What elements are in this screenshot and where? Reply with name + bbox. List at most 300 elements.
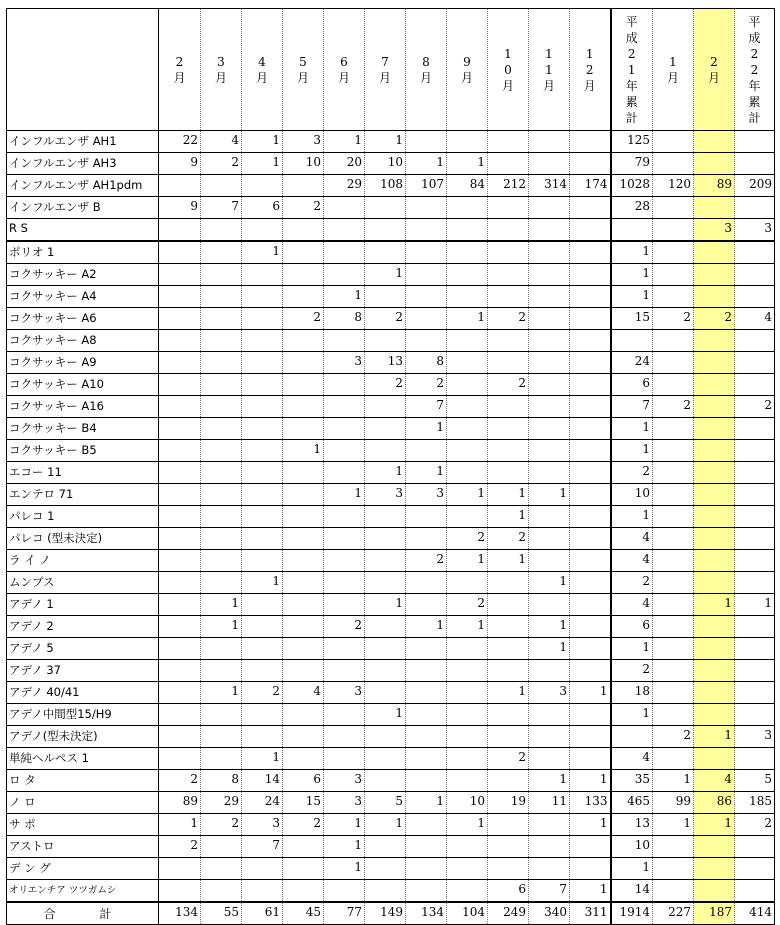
count-cell [242,286,283,308]
count-cell [529,374,570,396]
count-cell [447,352,488,374]
count-cell: 3 [324,770,365,792]
count-cell [529,550,570,572]
column-header [488,9,529,131]
count-cell [406,572,447,594]
column-header [447,9,488,131]
count-cell [488,616,529,638]
column-header-label: 平成21年累計 [625,14,638,125]
count-cell [242,484,283,506]
count-cell [159,175,201,197]
pathogen-name: ムンプス [7,572,159,594]
count-cell [653,836,694,858]
count-cell: 120 [653,175,694,197]
table-row [7,131,775,153]
count-cell [694,131,735,153]
column-header-label: 4月 [255,54,268,85]
count-cell: 3 [694,219,735,242]
count-cell [653,264,694,286]
count-cell: 1 [283,440,324,462]
count-cell [324,219,365,242]
count-cell [283,484,324,506]
count-cell [159,638,201,660]
count-cell [488,836,529,858]
count-cell: 1 [488,506,529,528]
count-cell: 4 [611,594,653,616]
table-row [7,792,775,814]
count-cell: 1 [242,572,283,594]
count-cell [242,704,283,726]
count-cell [242,352,283,374]
count-cell: 1 [488,484,529,506]
count-cell [159,330,201,352]
count-cell: 9 [159,153,201,175]
count-cell [488,572,529,594]
count-cell: 20 [324,153,365,175]
count-cell [406,748,447,770]
count-cell [283,748,324,770]
table-row [7,836,775,858]
pathogen-name: アデノ 40/41 [7,682,159,704]
count-cell [529,660,570,682]
count-cell [447,219,488,242]
count-cell: 11 [529,792,570,814]
count-cell [488,396,529,418]
count-cell [283,638,324,660]
count-cell: 1 [611,638,653,660]
count-cell [488,594,529,616]
count-cell [570,131,611,153]
count-cell [570,462,611,484]
table-row [7,638,775,660]
count-cell [201,638,242,660]
count-cell [406,880,447,903]
count-cell [694,462,735,484]
count-cell [324,638,365,660]
pathogen-name: コクサッキー A6 [7,308,159,330]
count-cell [735,131,775,153]
count-cell: 2 [406,374,447,396]
count-cell [653,131,694,153]
count-cell [694,748,735,770]
table-row [7,418,775,440]
count-cell: 1 [488,682,529,704]
count-cell [653,440,694,462]
pathogen-name: エコー 11 [7,462,159,484]
count-cell: 1 [406,418,447,440]
count-cell [735,286,775,308]
count-cell [529,352,570,374]
count-cell: 1 [611,506,653,528]
count-cell [570,484,611,506]
count-cell [735,374,775,396]
count-cell: 84 [447,175,488,197]
count-cell [529,726,570,748]
count-cell [653,462,694,484]
count-cell: 2 [159,836,201,858]
count-cell [242,616,283,638]
count-cell [653,506,694,528]
pathogen-name: ラ イ ノ [7,550,159,572]
count-cell [201,440,242,462]
count-cell [694,638,735,660]
count-cell: 3 [242,814,283,836]
count-cell: 1 [201,616,242,638]
count-cell [570,594,611,616]
count-cell [694,506,735,528]
column-header-label: 6月 [337,54,350,85]
count-cell [735,241,775,264]
count-cell [159,462,201,484]
count-cell [283,594,324,616]
count-cell [242,219,283,242]
count-cell: 1 [447,616,488,638]
count-cell: 6 [488,880,529,903]
count-cell: 1028 [611,175,653,197]
count-cell: 212 [488,175,529,197]
table-row [7,726,775,748]
count-cell [570,374,611,396]
table-row [7,219,775,242]
count-cell [242,418,283,440]
column-header [201,9,242,131]
count-cell [488,462,529,484]
count-cell [735,836,775,858]
count-cell [735,330,775,352]
count-cell [447,396,488,418]
count-cell [735,528,775,550]
count-cell [159,682,201,704]
count-cell [283,506,324,528]
count-cell [735,264,775,286]
count-cell [242,462,283,484]
count-cell [324,704,365,726]
count-cell: 1 [324,484,365,506]
count-cell: 1 [406,153,447,175]
count-cell: 6 [242,197,283,219]
count-cell [529,462,570,484]
count-cell [653,594,694,616]
count-cell: 1 [324,814,365,836]
count-cell [159,264,201,286]
count-cell [201,880,242,903]
pathogen-name: パレコ 1 [7,506,159,528]
count-cell [447,704,488,726]
column-header [611,9,653,131]
count-cell [653,286,694,308]
count-cell: 134 [406,902,447,925]
count-cell [324,880,365,903]
count-cell: 3 [529,682,570,704]
table-row [7,153,775,175]
count-cell [529,153,570,175]
count-cell [653,418,694,440]
count-cell [159,572,201,594]
count-cell [159,484,201,506]
count-cell: 2 [283,814,324,836]
count-cell: 1 [570,880,611,903]
pathogen-name: コクサッキー B5 [7,440,159,462]
count-cell [324,396,365,418]
count-cell [365,638,406,660]
count-cell [653,374,694,396]
header-row [7,9,775,131]
column-header-label: 2月 [707,54,720,85]
count-cell: 2 [283,308,324,330]
table-row [7,484,775,506]
count-cell [365,440,406,462]
count-cell: 1 [324,858,365,880]
count-cell: 108 [365,175,406,197]
count-cell: 2 [653,396,694,418]
count-cell [570,660,611,682]
count-cell [324,572,365,594]
count-cell: 314 [529,175,570,197]
count-cell [201,219,242,242]
pathogen-name: R S [7,219,159,242]
count-cell [242,638,283,660]
count-cell [529,440,570,462]
count-cell [283,374,324,396]
count-cell [159,241,201,264]
column-header [283,9,324,131]
count-cell [159,748,201,770]
count-cell [488,330,529,352]
count-cell: 8 [406,352,447,374]
count-cell [283,550,324,572]
count-cell [159,506,201,528]
pathogen-name: インフルエンザ AH1 [7,131,159,153]
count-cell [406,814,447,836]
pathogen-name: アデノ 2 [7,616,159,638]
count-cell: 3 [735,726,775,748]
count-cell: 1 [447,153,488,175]
count-cell [283,330,324,352]
count-cell [694,197,735,219]
table-row [7,660,775,682]
count-cell [570,330,611,352]
count-cell [694,836,735,858]
column-header [324,9,365,131]
table-row [7,814,775,836]
count-cell: 2 [488,308,529,330]
count-cell [283,462,324,484]
pathogen-name: パレコ (型未決定) [7,528,159,550]
pathogen-name: アデノ(型未決定) [7,726,159,748]
count-cell [365,726,406,748]
count-cell: 2 [201,814,242,836]
count-cell [694,550,735,572]
count-cell: 6 [611,616,653,638]
count-cell: 8 [324,308,365,330]
count-cell [406,836,447,858]
count-cell: 1 [447,308,488,330]
count-cell [529,594,570,616]
column-header [694,9,735,131]
count-cell: 5 [735,770,775,792]
count-cell: 2 [611,660,653,682]
count-cell [694,440,735,462]
count-cell: 29 [324,175,365,197]
count-cell [159,286,201,308]
count-cell: 1 [447,550,488,572]
count-cell: 2 [406,550,447,572]
count-cell [365,682,406,704]
count-cell [159,726,201,748]
count-cell: 7 [529,880,570,903]
count-cell [242,396,283,418]
count-cell: 1 [570,682,611,704]
count-cell [283,175,324,197]
count-cell: 1 [242,241,283,264]
count-cell [611,726,653,748]
count-cell [201,175,242,197]
count-cell: 3 [406,484,447,506]
count-cell: 174 [570,175,611,197]
count-cell [365,418,406,440]
count-cell [447,638,488,660]
count-cell [365,880,406,903]
count-cell [283,880,324,903]
count-cell: 209 [735,175,775,197]
count-cell [242,308,283,330]
count-cell: 89 [694,175,735,197]
count-cell [447,241,488,264]
table-row [7,241,775,264]
count-cell: 1 [406,616,447,638]
count-cell [653,638,694,660]
count-cell [653,748,694,770]
count-cell [324,594,365,616]
count-cell [365,506,406,528]
count-cell [735,462,775,484]
count-cell: 45 [283,902,324,925]
count-cell: 10 [365,153,406,175]
count-cell [324,748,365,770]
count-cell: 1 [611,241,653,264]
table-row [7,748,775,770]
count-cell [488,131,529,153]
count-cell [735,418,775,440]
count-cell: 4 [735,308,775,330]
count-cell [488,286,529,308]
count-cell: 7 [611,396,653,418]
count-cell: 2 [447,594,488,616]
count-cell [447,374,488,396]
count-cell [159,528,201,550]
count-cell: 2 [201,153,242,175]
count-cell [488,197,529,219]
count-cell [570,506,611,528]
count-cell: 15 [611,308,653,330]
count-cell [406,219,447,242]
count-cell: 2 [159,770,201,792]
count-cell [488,770,529,792]
count-cell [529,219,570,242]
count-cell: 2 [365,308,406,330]
count-cell [570,219,611,242]
count-cell [159,308,201,330]
count-cell [529,396,570,418]
count-cell: 2 [611,572,653,594]
count-cell [488,219,529,242]
count-cell [529,286,570,308]
column-header-label: 10月 [501,46,514,93]
count-cell: 1 [365,814,406,836]
count-cell [365,241,406,264]
count-cell [529,836,570,858]
count-cell: 1 [324,286,365,308]
count-cell: 1 [694,814,735,836]
count-cell: 1 [653,770,694,792]
table-row [7,880,775,903]
count-cell [529,748,570,770]
count-cell [159,374,201,396]
count-cell [283,836,324,858]
count-cell [406,682,447,704]
count-cell [653,330,694,352]
count-cell [242,726,283,748]
count-cell [529,704,570,726]
count-cell [735,484,775,506]
count-cell [447,660,488,682]
count-cell [447,462,488,484]
count-cell [653,241,694,264]
count-cell [324,374,365,396]
count-cell: 1 [201,682,242,704]
count-cell [529,528,570,550]
table-row [7,462,775,484]
count-cell [694,484,735,506]
count-cell [365,836,406,858]
count-cell [324,264,365,286]
count-cell: 10 [447,792,488,814]
count-cell: 14 [611,880,653,903]
table-row [7,528,775,550]
count-cell [653,153,694,175]
count-cell [570,836,611,858]
count-cell [529,330,570,352]
count-cell: 1 [529,572,570,594]
pathogen-name: コクサッキー A10 [7,374,159,396]
count-cell [324,506,365,528]
count-cell [447,506,488,528]
count-cell [201,704,242,726]
table-row [7,506,775,528]
pathogen-name: デ ン グ [7,858,159,880]
count-cell: 2 [242,682,283,704]
count-cell: 2 [488,528,529,550]
count-cell [529,814,570,836]
column-header-label: 3月 [214,54,227,85]
count-cell: 1 [529,638,570,660]
count-cell: 5 [365,792,406,814]
count-cell [735,748,775,770]
count-cell [406,528,447,550]
column-header [653,9,694,131]
count-cell [735,880,775,903]
count-cell [447,418,488,440]
count-cell: 1 [365,131,406,153]
count-cell [570,528,611,550]
count-cell: 133 [570,792,611,814]
count-cell: 10 [611,836,653,858]
pathogen-name: ロ タ [7,770,159,792]
count-cell [283,219,324,242]
count-cell: 6 [283,770,324,792]
count-cell [570,396,611,418]
total-label: 合 計 [7,902,159,925]
